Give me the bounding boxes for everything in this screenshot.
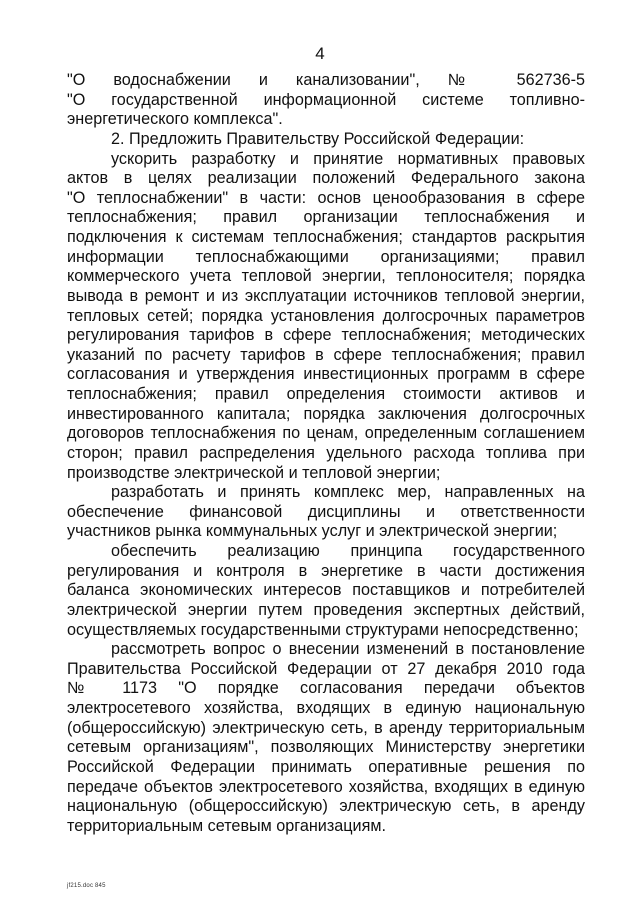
text-line: информации теплоснабжающими организациями; правил: [67, 247, 585, 266]
text-line: передаче объектов электросетевого хозяйства, входящих в единую: [67, 777, 585, 796]
text-line: Правительства Российской Федерации от 27 декабря 2010 года: [67, 659, 585, 678]
text-line: регулирования тарифов в сфере теплоснабжения; методических: [67, 326, 585, 345]
text-line: тепловых сетей; порядка установления долгосрочных параметров: [67, 306, 585, 325]
text-line: регулирования и контроля в энергетике в части достижения: [67, 561, 585, 580]
text-line: вывода в ремонт и из эксплуатации источников тепловой энергии,: [67, 286, 585, 305]
text-line: № 1173 "О порядке согласования передачи объектов: [67, 679, 585, 698]
text-line: подключения к системам теплоснабжения; стандартов раскрытия: [67, 228, 585, 246]
text-line: "О государственной информационной системе топливно-: [67, 90, 585, 109]
text-line: указаний по расчету тарифов в сфере теплоснабжения; правил: [67, 345, 585, 364]
text-line: актов в целях реализации положений Федерального закона: [67, 169, 585, 188]
text-line: рассмотреть вопрос о внесении изменений в постановление: [111, 640, 585, 659]
text-line: 2. Предложить Правительству Российской Федерации:: [111, 129, 525, 148]
text-line: электрической энергии путем проведения экспертных действий,: [67, 600, 585, 619]
text-line: разработать и принять комплекс мер, направленных на: [111, 483, 585, 502]
text-line: теплоснабжения; правил организации теплоснабжения и: [67, 208, 585, 227]
text-line: национальную (общероссийскую) электрическую сеть, в аренду: [67, 797, 585, 816]
text-line: договоров теплоснабжения по ценам, определенным соглашением: [67, 424, 585, 443]
text-line: осуществляемых государственными структурами непосредственно;: [67, 620, 579, 639]
text-line: ускорить разработку и принятие нормативных правовых: [111, 149, 585, 168]
text-line: производстве электрической и тепловой энергии;: [67, 463, 441, 482]
footer-file-code: jf215.doc 845: [67, 883, 106, 889]
text-line: коммерческого учета тепловой энергии, теплоносителя; порядка: [67, 267, 585, 286]
text-line: территориальным сетевым организациям.: [67, 816, 386, 835]
text-line: теплоснабжения; правил определения стоимости активов и: [67, 385, 585, 403]
text-line: (общероссийскую) электрическую сеть, в аренду территориальным: [67, 718, 585, 737]
text-line: инвестированного капитала; порядка заключения долгосрочных: [67, 404, 585, 423]
text-line: участников рынка коммунальных услуг и электрической энергии;: [67, 522, 558, 541]
text-line: баланса экономических интересов поставщиков и потребителей: [67, 581, 585, 600]
text-line: энергетического комплекса".: [67, 110, 283, 129]
text-line: электросетевого хозяйства, входящих в единую национальную: [67, 699, 585, 717]
text-line: Российской Федерации принимать оперативные решения по: [67, 757, 585, 776]
text-line: сторон; правил распределения удельного расхода топлива при: [67, 443, 585, 462]
text-line: "О теплоснабжении" в части: основ ценообразования в сфере: [67, 188, 585, 207]
page-number: 4: [315, 44, 325, 63]
text-line: сетевым организациям", позволяющих Министерству энергетики: [67, 738, 585, 757]
text-line: "О водоснабжении и канализовании", № 562736-5: [67, 71, 585, 89]
text-line: обеспечение финансовой дисциплины и ответственности: [67, 502, 585, 521]
text-line: обеспечить реализацию принципа государственного: [111, 542, 585, 560]
document-body: [67, 71, 585, 836]
text-line: согласования и утверждения инвестиционных программ в сфере: [67, 365, 585, 384]
